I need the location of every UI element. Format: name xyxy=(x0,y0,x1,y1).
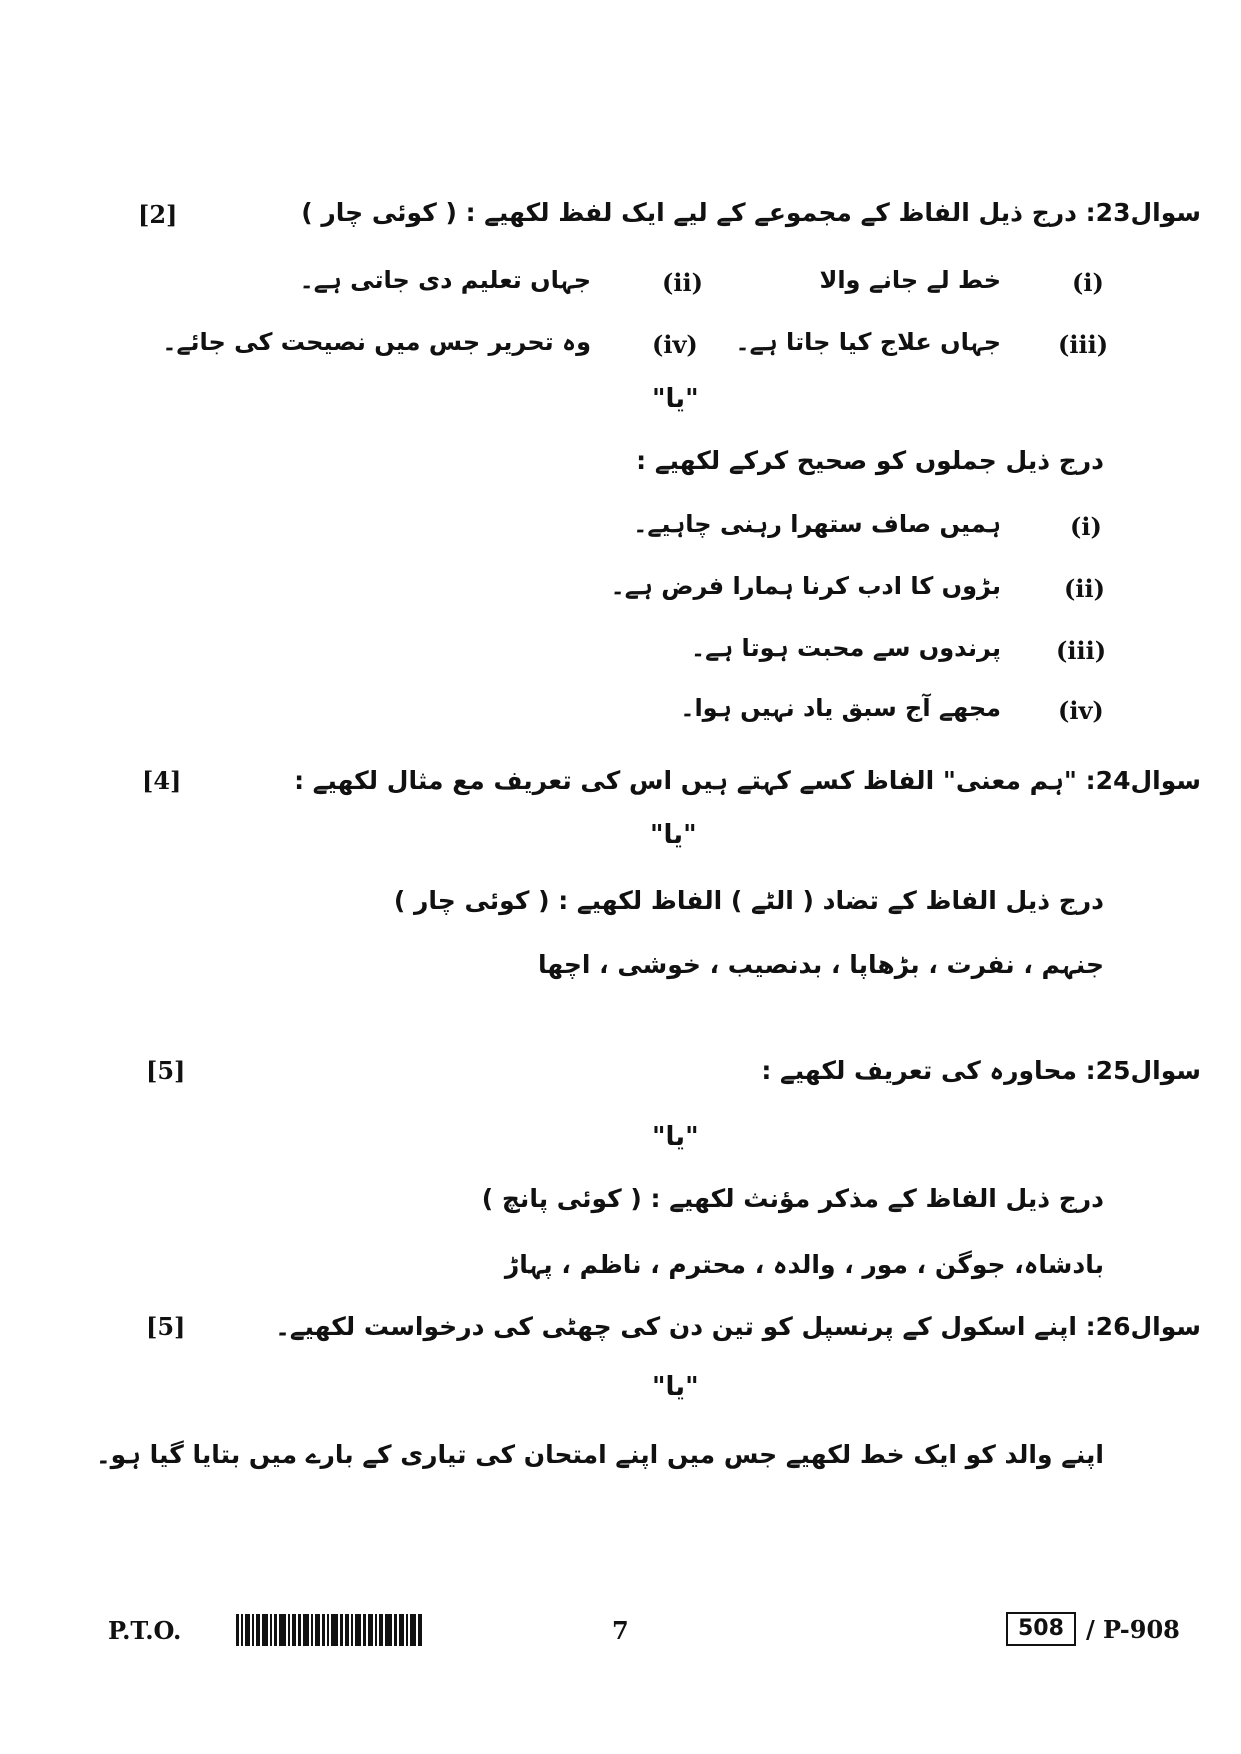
q23-header xyxy=(301,198,1201,227)
q23-alt-item-num: (i) xyxy=(1070,512,1102,541)
barcode xyxy=(236,1614,446,1646)
q23-alt-item-num: (ii) xyxy=(1064,574,1105,603)
pto-label: P.T.O. xyxy=(108,1616,182,1645)
q23-item-num: (i) xyxy=(1072,268,1104,297)
q26-or: "یا" xyxy=(652,1372,699,1402)
q24-alt-instruction: درج ذیل الفاظ کے تضاد ( الٹے ) الفاظ لکھیے : ( کوئی چار ) xyxy=(393,886,1104,915)
q23-alt-item-text: ہمیں صاف ستھرا رہنی چاہیے۔ xyxy=(633,510,1001,538)
q24-marks: [4] xyxy=(142,766,182,795)
paper-code-group xyxy=(1006,1612,1180,1646)
q26-instruction: اپنے اسکول کے پرنسپل کو تین دن کی چھٹی کی درخواست لکھیے۔ xyxy=(275,1312,1077,1341)
q25-or: "یا" xyxy=(652,1122,699,1152)
q26-header xyxy=(275,1312,1201,1341)
page-number: 7 xyxy=(612,1616,629,1645)
q23-item-text: جہاں تعلیم دی جاتی ہے۔ xyxy=(299,266,591,294)
q25-alt-instruction: درج ذیل الفاظ کے مذکر مؤنث لکھیے : ( کوئی پانچ ) xyxy=(481,1184,1104,1213)
q25-instruction: محاورہ کی تعریف لکھیے : xyxy=(761,1056,1077,1085)
code-box: 508 xyxy=(1006,1612,1076,1646)
q24-header xyxy=(294,766,1201,795)
q24-alt-words: جنہم ، نفرت ، بڑھاپا ، بدنصیب ، خوشی ، اچھا xyxy=(537,950,1104,979)
q24-label: سوال24: xyxy=(1085,766,1201,795)
q25-marks: [5] xyxy=(146,1056,186,1085)
q23-instruction: درج ذیل الفاظ کے مجموعے کے لیے ایک لفظ لکھیے : ( کوئی چار ) xyxy=(301,198,1077,227)
q23-item-num: (iii) xyxy=(1058,330,1109,359)
q23-item-text: جہاں علاج کیا جاتا ہے۔ xyxy=(735,328,1001,356)
q23-item-num: (iv) xyxy=(652,330,698,359)
q23-alt-item-text: بڑوں کا ادب کرنا ہمارا فرض ہے۔ xyxy=(610,572,1001,600)
q23-alt-item-num: (iv) xyxy=(1058,696,1104,725)
q23-label: سوال23: xyxy=(1085,198,1201,227)
q25-alt-words: بادشاہ، جوگن ، مور ، والدہ ، محترم ، ناظم ، پہاڑ xyxy=(504,1250,1104,1279)
q23-alt-item-text: مجھے آج سبق یاد نہیں ہوا۔ xyxy=(680,694,1001,722)
q23-item-num: (ii) xyxy=(662,268,703,297)
q25-label: سوال25: xyxy=(1085,1056,1201,1085)
q23-item-text: خط لے جانے والا xyxy=(819,266,1001,294)
q26-label: سوال26: xyxy=(1085,1312,1201,1341)
q25-header xyxy=(761,1056,1201,1085)
q26-marks: [5] xyxy=(146,1312,186,1341)
q23-item-text: وہ تحریر جس میں نصیحت کی جائے۔ xyxy=(162,328,591,356)
q24-or: "یا" xyxy=(650,820,697,850)
q23-alt-item-text: پرندوں سے محبت ہوتا ہے۔ xyxy=(691,634,1001,662)
paper-code: / P-908 xyxy=(1085,1614,1180,1644)
q23-alt-instruction: درج ذیل جملوں کو صحیح کرکے لکھیے : xyxy=(636,446,1104,475)
q26-alt-instruction: اپنے والد کو ایک خط لکھیے جس میں اپنے امتحان کی تیاری کے بارے میں بتایا گیا ہو۔ xyxy=(95,1440,1104,1469)
q23-marks: [2] xyxy=(138,200,178,229)
q24-instruction: "ہم معنی" الفاظ کسے کہتے ہیں اس کی تعریف مع مثال لکھیے : xyxy=(294,766,1077,795)
q23-or: "یا" xyxy=(652,384,699,414)
q23-alt-item-num: (iii) xyxy=(1056,636,1107,665)
